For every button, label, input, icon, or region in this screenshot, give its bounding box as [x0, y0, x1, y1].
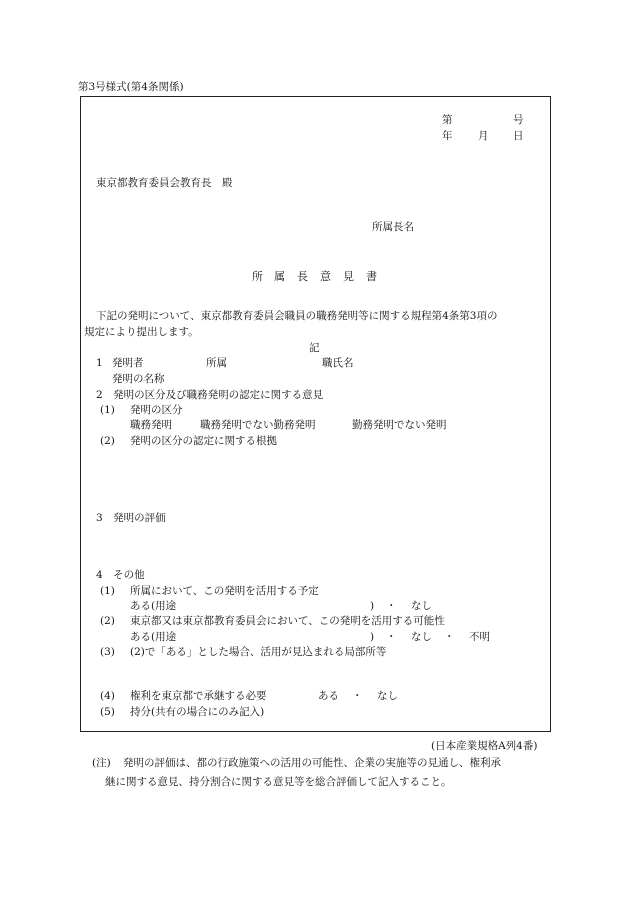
section4-item4-text: 権利を東京都で承継する必要 [130, 690, 267, 702]
section2-sub1-label: 発明の区分 [130, 404, 183, 416]
header-hi: 日 [513, 130, 524, 142]
item2-dot: ・ [386, 631, 397, 643]
section3-heading: 3 発明の評価 [96, 512, 166, 524]
section4-item4-num: (4) [100, 690, 115, 702]
note-line-2: 継に関する意見、持分割合に関する意見等を総合評価して記入すること。 [105, 776, 452, 788]
section2-sub1-num: (1) [100, 404, 115, 416]
header-tsuki: 月 [478, 130, 489, 142]
ki-label: 記 [309, 342, 320, 354]
title-char: 所 [252, 270, 263, 283]
note-label: (注) [92, 757, 111, 769]
section4-item2-num: (2) [100, 615, 115, 627]
choice-shokumu-denai-kinmu: 職務発明でない勤務発明 [200, 419, 316, 431]
item4-nashi: なし [377, 690, 398, 702]
footer-standard: (日本産業規格A列4番) [431, 740, 538, 752]
section4-heading: 4 その他 [96, 569, 145, 581]
section4-item3-num: (3) [100, 646, 115, 658]
item2-aru-youto: ある(用途 [130, 631, 177, 643]
header-dai: 第 [442, 114, 453, 126]
section4-item1-num: (1) [100, 585, 115, 597]
item2-fumei: 不明 [469, 631, 490, 643]
item2-close-paren: ) [370, 631, 375, 643]
note-line-1: 発明の評価は、都の行政施策への活用の可能性、企業の実施等の見通し、権利承 [123, 757, 501, 769]
item1-close-paren: ) [370, 600, 375, 612]
choice-kinmu-denai: 勤務発明でない発明 [352, 419, 447, 431]
choice-shokumu-hatsumei: 職務発明 [130, 419, 172, 431]
section2-heading: 2 発明の区分及び職務発明の認定に関する意見 [96, 389, 324, 401]
title-char: 属 [274, 270, 285, 283]
header-go: 号 [513, 114, 524, 126]
inventor-label: 発明者 [112, 357, 144, 369]
title-char: 意 [320, 270, 331, 283]
item1-nashi: なし [411, 600, 432, 612]
invention-name-label: 発明の名称 [112, 373, 165, 385]
section2-sub2-label: 発明の区分の認定に関する根拠 [130, 435, 277, 447]
title-char: 書 [366, 270, 377, 283]
affiliation-label: 所属 [206, 357, 227, 369]
item2-nashi: なし [411, 631, 432, 643]
intro-line-1: 下記の発明について、東京都教育委員会職員の職務発明等に関する規程第4条第3項の [96, 310, 498, 322]
section4-item2-text: 東京都又は東京都教育委員会において、この発明を活用する可能性 [130, 615, 445, 627]
affiliation-head-name: 所属長名 [372, 221, 414, 233]
item4-aru: ある [318, 690, 339, 702]
addressee: 東京都教育委員会教育長 殿 [96, 177, 233, 189]
section4-item1-text: 所属において、この発明を活用する予定 [130, 585, 319, 597]
title-char: 長 [297, 270, 308, 283]
header-nen: 年 [442, 130, 453, 142]
section4-item3-text: (2)で「ある」とした場合、活用が見込まれる局部所等 [130, 646, 387, 658]
item1-aru-youto: ある(用途 [130, 600, 177, 612]
item2-dot-2: ・ [444, 631, 455, 643]
section4-item5-text: 持分(共有の場合にのみ記入) [130, 706, 265, 718]
title-char: 見 [343, 270, 354, 283]
item1-dot: ・ [386, 600, 397, 612]
job-name-label: 職氏名 [322, 357, 354, 369]
item4-dot: ・ [352, 690, 363, 702]
section4-item5-num: (5) [100, 706, 115, 718]
section2-sub2-num: (2) [100, 435, 115, 447]
form-number: 第3号様式(第4条関係) [78, 81, 184, 93]
section1-number: 1 [96, 357, 103, 369]
intro-line-2: 規定により提出します。 [84, 326, 199, 338]
